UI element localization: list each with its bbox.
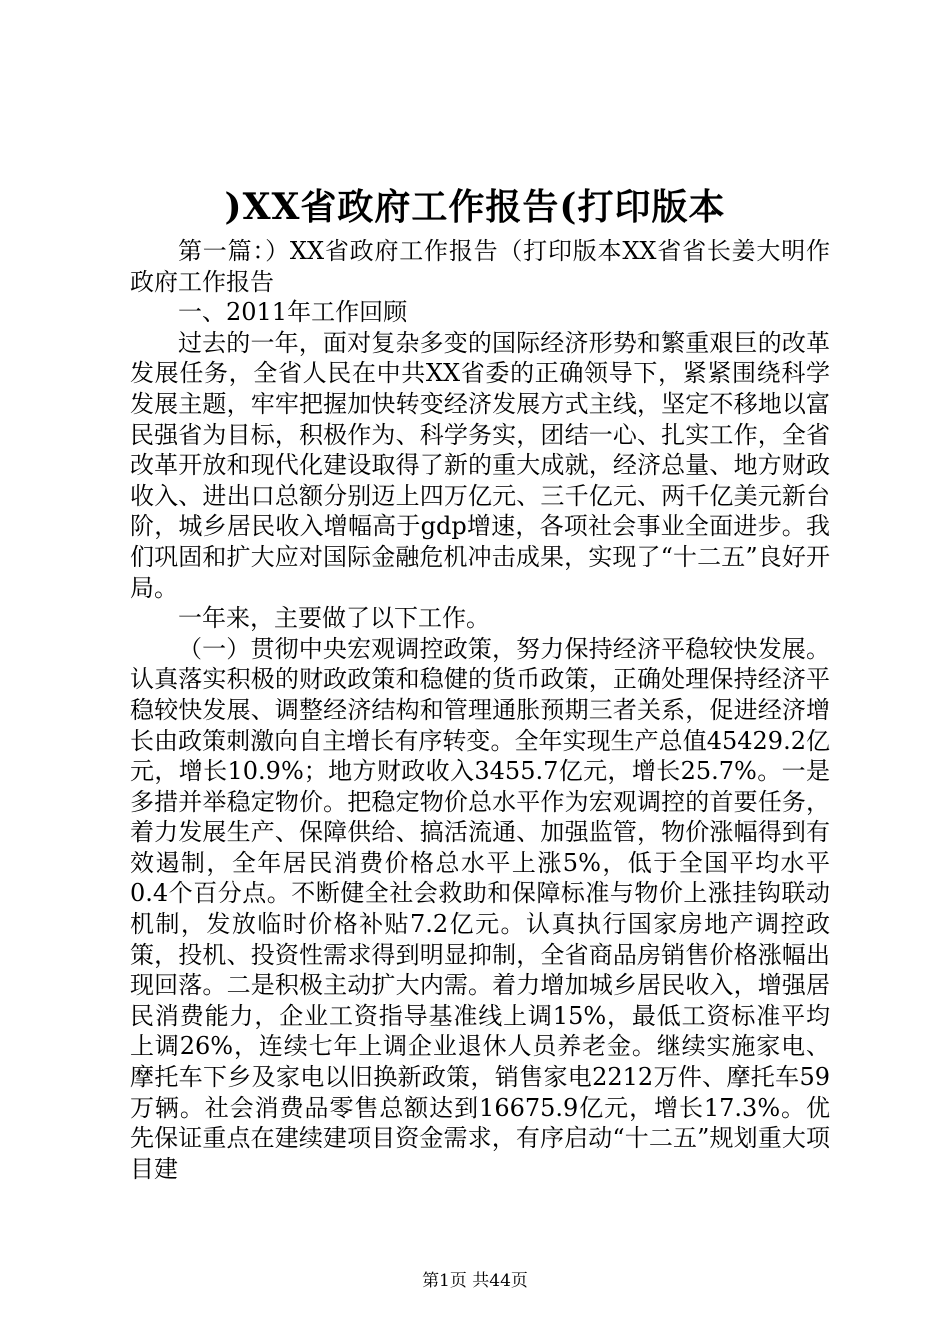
document-body bbox=[130, 236, 830, 1184]
document-title: )XX省政府工作报告(打印版本 bbox=[224, 186, 726, 228]
paragraph-intro-work: 一年来，主要做了以下工作。 bbox=[178, 604, 490, 633]
page-number-footer: 第1页 共44页 bbox=[422, 1271, 528, 1291]
paragraph-review: 过去的一年，面对复杂多变的国际经济形势和繁重艰巨的改革发展任务，全省人民在中共XX省委的正确领导下，紧紧围绕科学发展主题，牢牢把握加快转变经济发展方式主线，坚定不移地以富民强省为目标，积极作为、科学务实，团结一心、扎实工作，全省改革开放和现代化建设取得了新的重大成就，经济总量、地方财政收入、进出口总额分别迈上四万亿元、三千亿元、两千亿美元新台阶，城乡居民收入增幅高于gdp增速，各项社会事业全面进步。我们巩固和扩大应对国际金融危机冲击成果，实现了“十二五”良好开局。 bbox=[130, 328, 830, 602]
paragraph-section-heading: 一、2011年工作回顾 bbox=[178, 298, 408, 327]
paragraph-macro-control: （一）贯彻中央宏观调控政策，努力保持经济平稳较快发展。认真落实积极的财政政策和稳健的货币政策，正确处理保持经济平稳较快发展、调整经济结构和管理通胀预期三者关系，促进经济增长由政策刺激向自主增长有序转变。全年实现生产总值45429.2亿元，增长10.9%；地方财政收入3455.7亿元，增长25.7%。一是多措并举稳定物价。把稳定物价总水平作为宏观调控的首要任务，着力发展生产、保障供给、搞活流通、加强监管，物价涨幅得到有效遏制，全年居民消费价格总水平上涨5%，低于全国平均水平0.4个百分点。不断健全社会救助和保障标准与物价上涨挂钩联动机制，发放临时价格补贴7.2亿元。认真执行国家房地产调控政策，投机、投资性需求得到明显抑制，全省商品房销售价格涨幅出现回落。二是积极主动扩大内需。着力增加城乡居民收入，增强居民消费能力，企业工资指导基准线上调15%，最低工资标准平均上调26%，连续七年上调企业退休人员养老金。继续实施家电、摩托车下乡及家电以旧换新政策，销售家电2212万件、摩托车59万辆。社会消费品零售总额达到16675.9亿元，增长17.3%。优先保证重点在建续建项目资金需求，有序启动“十二五”规划重大项目建 bbox=[130, 634, 830, 1183]
paragraph-heading-line: 第一篇：）XX省政府工作报告（打印版本XX省省长姜大明作政府工作报告 bbox=[130, 237, 830, 296]
